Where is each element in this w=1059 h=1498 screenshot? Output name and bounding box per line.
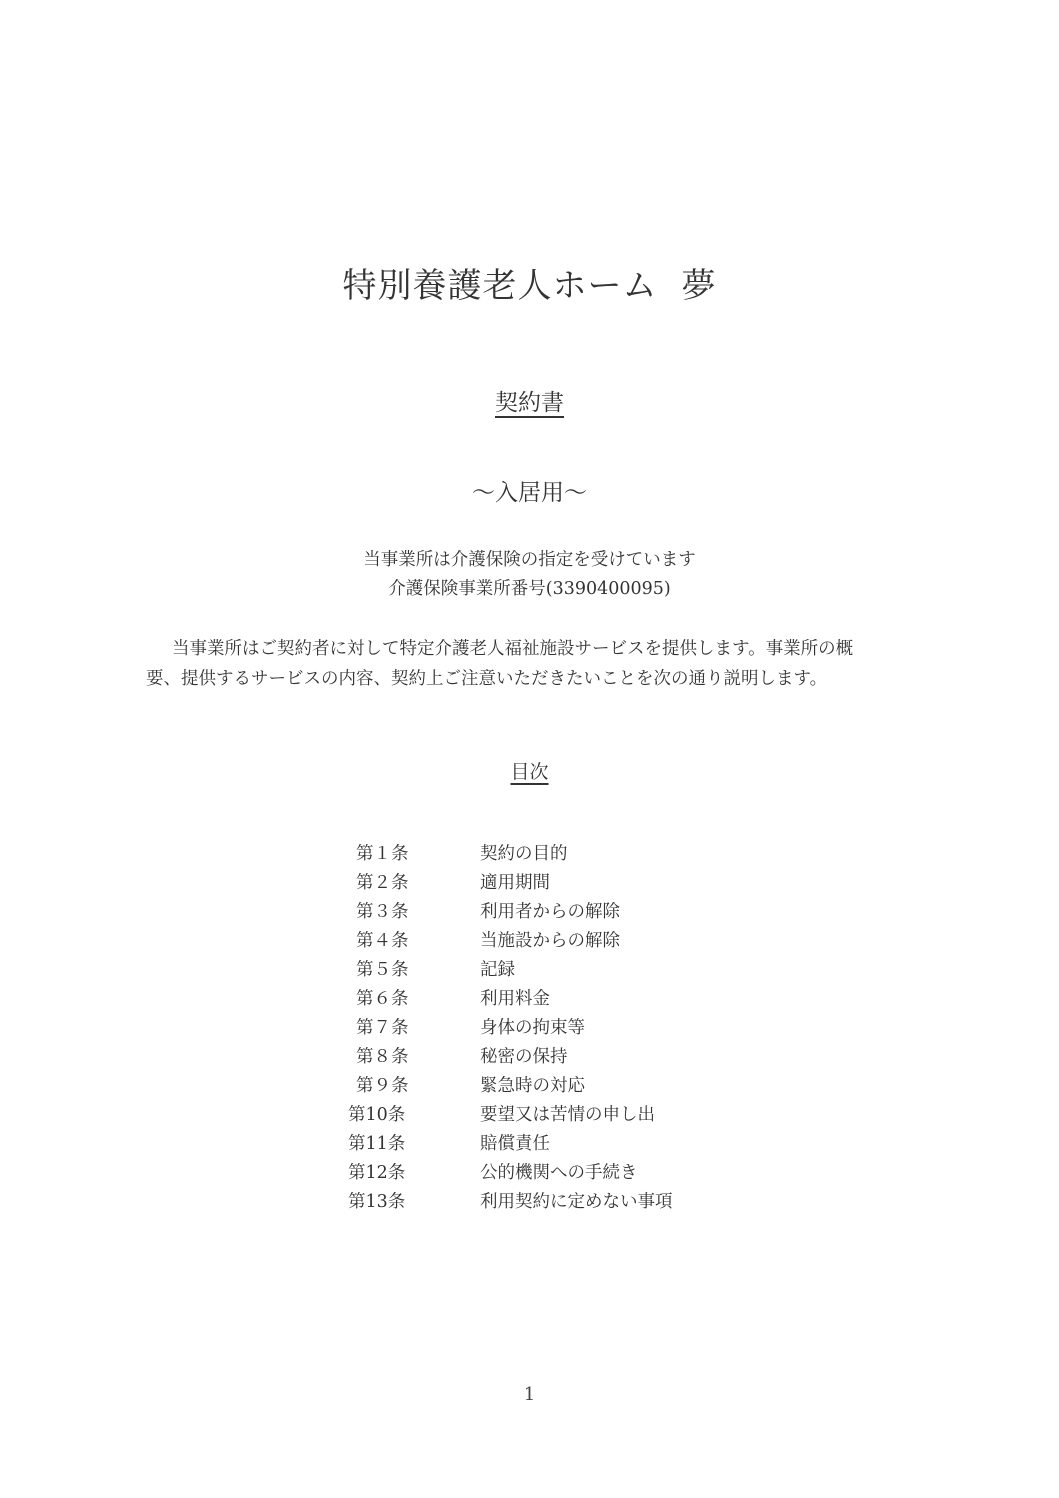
toc-heading bbox=[0, 757, 1059, 784]
toc-item bbox=[348, 1128, 768, 1157]
intro-line-1-text: 当事業所はご契約者に対して特定介護老人福祉施設サービスを提供します。事業所の概 bbox=[172, 639, 854, 659]
toc-item bbox=[348, 896, 768, 925]
toc-article-number: 第３条 bbox=[356, 902, 409, 922]
toc-item bbox=[348, 1041, 768, 1070]
toc-article-title: 賠償責任 bbox=[480, 1134, 550, 1154]
page-number: 1 bbox=[523, 1384, 536, 1405]
toc-article-title: 記録 bbox=[480, 960, 515, 980]
toc-article-number: 第１条 bbox=[356, 844, 409, 864]
toc-article-number: 第７条 bbox=[356, 1018, 409, 1038]
toc-article-number: 第５条 bbox=[356, 960, 409, 980]
toc-article-title: 身体の拘束等 bbox=[480, 1018, 585, 1038]
document-subtitle: ～入居用～ bbox=[472, 480, 587, 506]
toc-article-title: 緊急時の対応 bbox=[480, 1076, 585, 1096]
toc-article-number: 第４条 bbox=[356, 931, 409, 951]
toc-article-title: 利用料金 bbox=[480, 989, 550, 1009]
designation-line-2: 介護保険事業所番号(3390400095) bbox=[388, 579, 671, 599]
toc-article-number: 第８条 bbox=[356, 1047, 409, 1067]
document-title bbox=[0, 384, 1059, 417]
facility-nickname: 夢 bbox=[681, 266, 717, 306]
toc-item bbox=[348, 1012, 768, 1041]
designation-line-1: 当事業所は介護保険の指定を受けています bbox=[363, 550, 696, 570]
table-of-contents bbox=[348, 838, 768, 1215]
toc-item bbox=[348, 925, 768, 954]
toc-item bbox=[348, 1070, 768, 1099]
toc-article-number: 第12条 bbox=[348, 1163, 406, 1183]
toc-article-title: 適用期間 bbox=[480, 873, 550, 893]
toc-item bbox=[348, 1157, 768, 1186]
toc-article-number: 第６条 bbox=[356, 989, 409, 1009]
facility-name: 特別養護老人ホーム bbox=[342, 266, 658, 306]
toc-item bbox=[348, 867, 768, 896]
toc-article-title: 要望又は苦情の申し出 bbox=[480, 1105, 655, 1125]
facility-name-heading bbox=[0, 258, 1059, 307]
toc-article-title: 公的機関への手続き bbox=[480, 1163, 638, 1183]
intro-paragraph bbox=[146, 634, 926, 694]
toc-article-title: 秘密の保持 bbox=[480, 1047, 568, 1067]
document-title-text: 契約書 bbox=[495, 390, 564, 416]
toc-item bbox=[348, 1186, 768, 1215]
intro-line-1 bbox=[146, 634, 926, 664]
toc-article-number: 第10条 bbox=[348, 1105, 406, 1125]
intro-line-2: 要、提供するサービスの内容、契約上ご注意いただきたいことを次の通り説明します。 bbox=[146, 669, 828, 689]
toc-article-title: 利用者からの解除 bbox=[480, 902, 620, 922]
toc-article-number: 第11条 bbox=[348, 1134, 406, 1154]
toc-article-title: 契約の目的 bbox=[480, 844, 568, 864]
toc-article-title: 利用契約に定めない事項 bbox=[480, 1192, 673, 1212]
toc-heading-text: 目次 bbox=[510, 761, 549, 783]
toc-article-number: 第13条 bbox=[348, 1192, 406, 1212]
designation-block bbox=[0, 546, 1059, 604]
toc-article-title: 当施設からの解除 bbox=[480, 931, 620, 951]
toc-article-number: 第２条 bbox=[356, 873, 409, 893]
toc-item bbox=[348, 954, 768, 983]
toc-item bbox=[348, 983, 768, 1012]
toc-article-number: 第９条 bbox=[356, 1076, 409, 1096]
toc-item bbox=[348, 838, 768, 867]
toc-item bbox=[348, 1099, 768, 1128]
